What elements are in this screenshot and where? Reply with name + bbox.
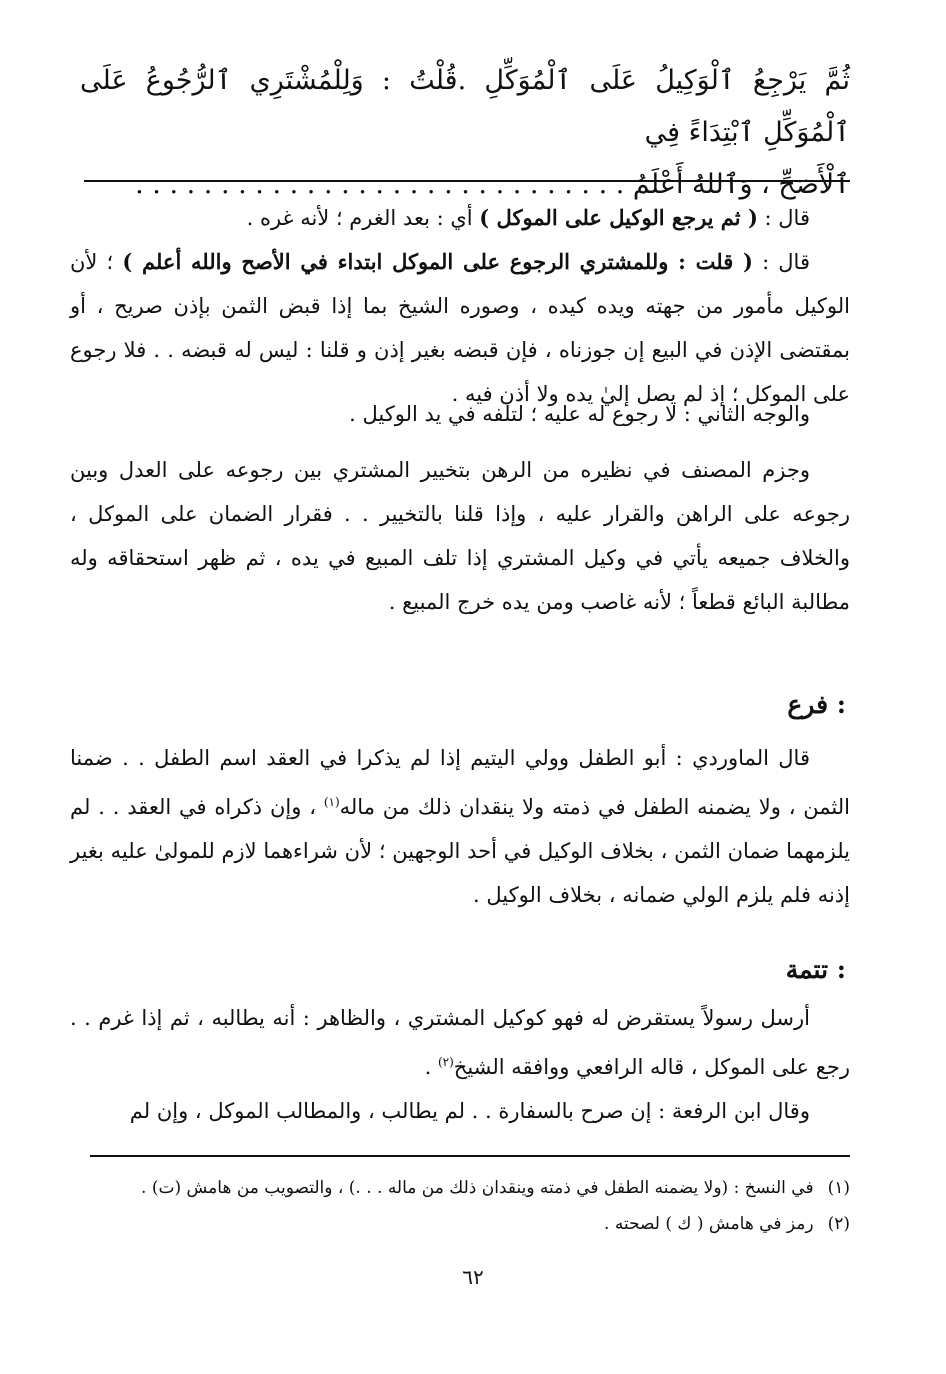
footnote-2 [90, 1206, 850, 1242]
footnote-text: في النسخ : (ولا يضمنه الطفل في ذمته وينقدان ذلك من ماله . . .) ، والتصويب من هامش (ت) . [141, 1178, 814, 1198]
quoted-matn: ( ثم يرجع الوكيل على الموكل ) [479, 205, 758, 230]
qala-label: قال : [752, 250, 810, 274]
footnote-ref-2: (٢) [437, 1055, 454, 1069]
commentary-block [70, 196, 850, 416]
far-text: قال الماوردي : أبو الطفل وولي اليتيم إذا لم يذكرا في العقد اسم الطفل . . ضمنا الثمن ، ولا يضمنه الطفل في ذمته ولا ينقدان ذلك من ماله [70, 746, 850, 819]
far-text-cont: ، وإن ذكراه في العقد . . لم يلزمهما ضمان الثمن ، بخلاف الوكيل في أحد الوجهين ؛ لأن شراءهما لازم للمولىٰ عليه بغير إذنه فلم يلزم الولي ضمانه ، بخلاف الوكيل . [70, 795, 850, 907]
tatimma-text: أرسل رسولاً يستقرض له فهو كوكيل المشتري ، والظاهر : أنه يطالبه ، ثم إذا غرم . . رجع على الموكل ، قاله الرافعي ووافقه الشيخ [70, 1006, 850, 1079]
page-number: ٦٢ [462, 1265, 484, 1289]
far-block [70, 736, 850, 917]
dot-leader: . . . . . . . . . . . . . . . . . . . . . . . . . . . . [135, 169, 608, 200]
main-text-line-1: ثُمَّ يَرْجِعُ ٱلْوَكِيلُ عَلَى ٱلْمُوَكِّلِ .قُلْتُ : وَلِلْمُشْتَرِي ٱلرُّجُوعُ عَلَى ٱلْمُوَكِّلِ ٱبْتِدَاءً فِي [80, 65, 850, 148]
commentary-para-3: والوجه الثاني : لا رجوع له عليه ؛ لتلفه في يد الوكيل . [349, 402, 810, 426]
commentary-para-1 [70, 196, 850, 240]
far-heading: فرع : [787, 690, 846, 719]
main-text [80, 55, 850, 211]
main-text-ending: ٱلْأَصَحِّ ، وَٱللهُ أَعْلَمُ . [615, 169, 850, 200]
footnote-ref-1: (١) [323, 795, 340, 809]
footnotes [90, 1170, 850, 1242]
commentary-para-2 [70, 240, 850, 416]
far-paragraph [70, 736, 850, 917]
tatimma-paragraph-2: وقال ابن الرفعة : إن صرح بالسفارة . . لم يطالب ، والمطالب الموكل ، وإن لم [129, 1099, 810, 1123]
quoted-matn: ( قلت : وللمشتري الرجوع على الموكل ابتداء في الأصح والله أعلم ) [122, 249, 753, 274]
commentary-text: أي : بعد الغرم ؛ لأنه غره . [246, 206, 480, 230]
tatimma-heading: تتمة : [785, 955, 846, 984]
tatimma-block [70, 996, 850, 1133]
commentary-text: ؛ لأن الوكيل مأمور من جهته ويده كيده ، وصوره الشيخ بما إذا قبض الثمن بإذن صريح ، أو بمقتضى الإذن في البيع إن جوزناه ، فإن قبضه بغير إذن و قلنا : ليس له قبضه . . فلا رجوع على الموكل ؛ إذ لم يصل إليٰ يده ولا أذن فيه . [70, 250, 850, 406]
qala-label: قال : [757, 206, 810, 230]
tatimma-text-end: . [424, 1055, 438, 1079]
commentary-para-4: وجزم المصنف في نظيره من الرهن بتخيير المشتري بين رجوعه على العدل وبين رجوعه على الراهن والقرار عليه ، وإذا قلنا بالتخيير . . فقرار الضمان على الموكل ، والخلاف جميعه يأتي في وكيل المشتري إذا تلف المبيع في يده ، ثم ظهر استحقاقه وله مطالبة البائع قطعاً ؛ لأنه غاصب ومن يده خرج المبيع . [70, 458, 850, 614]
section-divider [84, 180, 850, 182]
footnote-1 [90, 1170, 850, 1206]
footnote-text: رمز في هامش ( ك ) لصحته . [604, 1214, 814, 1234]
tatimma-paragraph [70, 996, 850, 1089]
footnote-number: (١) [827, 1178, 850, 1198]
footnote-number: (٢) [827, 1214, 850, 1234]
footnote-divider [90, 1155, 850, 1157]
commentary-block-2 [70, 402, 850, 656]
